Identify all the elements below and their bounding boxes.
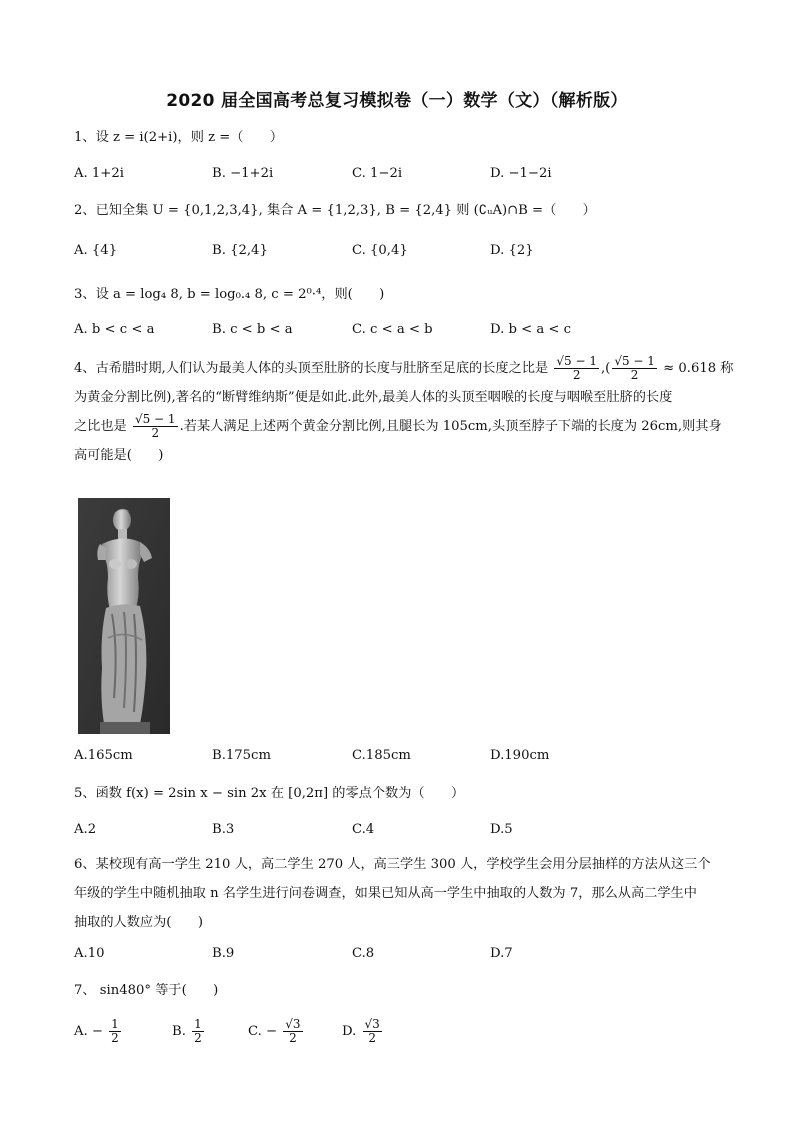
fraction-one-half: $\frac{1}{2}$ — [111, 1017, 119, 1045]
question-3-stem: 3、设 a = log₄ 8, b = log₀.₄ 8, c = 2⁰·⁴，则( ) — [74, 287, 385, 302]
q1-option-b: B. −1+2i — [212, 166, 274, 181]
q3-option-a: A. b < c < a — [74, 322, 155, 337]
q3-option-c: C. c < a < b — [352, 322, 433, 337]
q1-option-d: D. −1−2i — [490, 166, 552, 181]
q3-option-b: B. c < b < a — [212, 322, 293, 337]
q4-option-c: C.185cm — [352, 748, 411, 763]
question-5-stem: 5、函数 f(x) = 2sin x − sin 2x 在 [0,2π] 的零点个数为（ ） — [74, 786, 465, 801]
fraction-one-half: $\frac{1}{2}$ — [194, 1017, 202, 1045]
question-6-stem — [74, 850, 734, 937]
fraction-root3-over-2: $\frac{√3}{2}$ — [364, 1017, 380, 1045]
q6-option-b: B.9 — [212, 946, 235, 961]
q6-option-d: D.7 — [490, 946, 513, 961]
question-1-stem: 1、设 z = i(2+i)，则 z =（ ） — [74, 130, 284, 145]
q6-line-3: 抽取的人数应为( ) — [74, 915, 203, 930]
q4-line-4: 高可能是( ) — [74, 448, 164, 463]
question-7-stem: 7、 sin480° 等于( ) — [74, 983, 219, 998]
q6-option-a: A.10 — [74, 946, 105, 961]
fraction-root3-over-2: $\frac{√3}{2}$ — [285, 1017, 301, 1045]
venus-de-milo-statue-image — [78, 498, 170, 734]
q5-option-a: A.2 — [74, 822, 97, 837]
q2-option-b: B. {2,4} — [212, 243, 268, 258]
q6-line-1: 6、某校现有高一学生 210 人，高二学生 270 人，高三学生 300 人，学校学生会用分层抽样的方法从这三个 — [74, 857, 711, 872]
q7-option-c: C. − $\frac{√3}{2}$ — [248, 1017, 301, 1045]
q4-option-b: B.175cm — [212, 748, 271, 763]
q1-option-a: A. 1+2i — [74, 166, 124, 181]
q2-option-d: D. {2} — [490, 243, 534, 258]
question-4-stem — [74, 354, 734, 470]
q4-line-2: 为黄金分割比例),著名的“断臂维纳斯”便是如此.此外,最美人体的头顶至咽喉的长度与咽喉至肚脐的长度 — [74, 390, 673, 405]
q5-option-c: C.4 — [352, 822, 375, 837]
q4-line-1: 4、古希腊时期,人们认为最美人体的头顶至肚脐的长度与肚脐至足底的长度之比是 $\frac{√5 - 1}{2}$ ,( $\frac{√5 - 1}{2}$ ≈ 0.618 称 — [74, 354, 734, 382]
q2-option-c: C. {0,4} — [352, 243, 408, 258]
q7-option-a: A. − $\frac{1}{2}$ — [74, 1017, 119, 1045]
q5-option-d: D.5 — [490, 822, 513, 837]
q1-option-c: C. 1−2i — [352, 166, 403, 181]
q4-line-3: 之比也是 $\frac{√5 - 1}{2}$ .若某人满足上述两个黄金分割比例,且腿长为 105cm,头顶至脖子下端的长度为 26cm,则其身 — [74, 412, 722, 440]
q3-option-d: D. b < a < c — [490, 322, 572, 337]
q7-option-d: D. $\frac{√3}{2}$ — [342, 1017, 380, 1045]
golden-ratio-fraction: $\frac{√5 - 1}{2}$ — [614, 354, 655, 382]
q6-line-2: 年级的学生中随机抽取 n 名学生进行问卷调查，如果已知从高一学生中抽取的人数为 7，那么从高二学生中 — [74, 886, 697, 901]
q7-option-b: B. $\frac{1}{2}$ — [172, 1017, 202, 1045]
golden-ratio-fraction: $\frac{√5 - 1}{2}$ — [134, 412, 176, 440]
q4-option-a: A.165cm — [74, 748, 133, 763]
q6-option-c: C.8 — [352, 946, 375, 961]
q4-option-d: D.190cm — [490, 748, 550, 763]
question-2-stem: 2、已知全集 U = {0,1,2,3,4}, 集合 A = {1,2,3}, B = {2,4} 则 (∁ᵤA)∩B =（ ） — [74, 203, 596, 218]
q2-option-a: A. {4} — [74, 243, 118, 258]
golden-ratio-fraction: $\frac{√5 - 1}{2}$ — [556, 354, 597, 382]
q5-option-b: B.3 — [212, 822, 235, 837]
page-title: 2020 届全国高考总复习模拟卷（一）数学（文）（解析版） — [166, 91, 628, 111]
